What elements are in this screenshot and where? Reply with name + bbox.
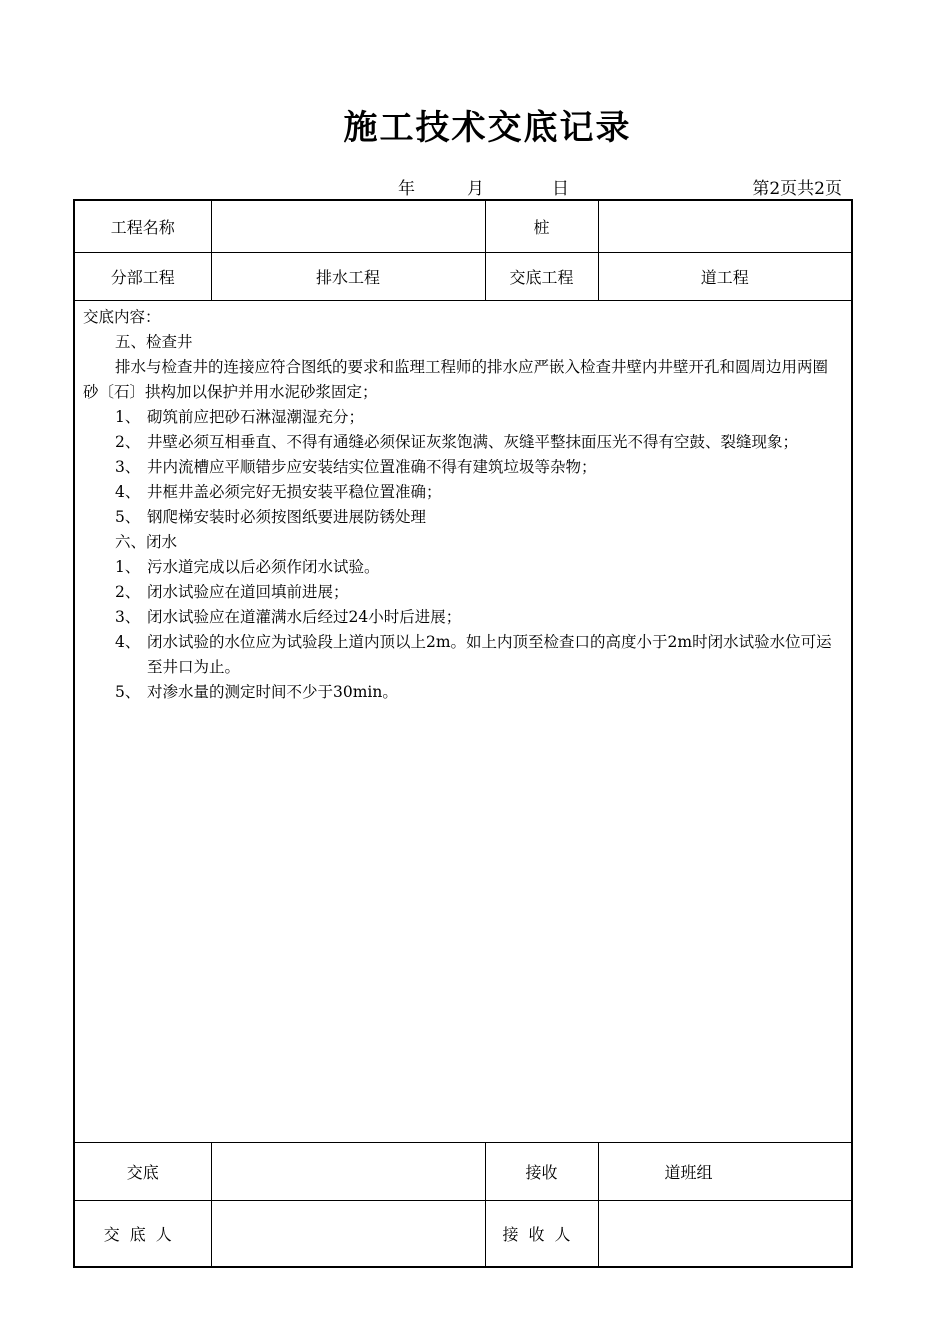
date-day-label: 日 — [552, 179, 569, 199]
handover-content — [74, 300, 852, 1142]
list-item: 2、 井壁必须互相垂直、不得有通缝必须保证灰浆饱满、灰缝平整抹面压光不得有空鼓、裂缝现象； — [115, 432, 799, 451]
page-number: 第2页共2页 — [752, 179, 842, 199]
list-item: 4、 井框井盖必须完好无损安装平稳位置准确； — [115, 482, 442, 501]
record-table — [73, 199, 853, 1268]
list-item: 4、 闭水试验的水位应为试验段上道内顶以上2m。如上内顶至检查口的高度小于2m时闭水试验水位可运至井口为止。 — [115, 632, 832, 676]
list-item: 3、 闭水试验应在道灌满水后经过24小时后进展； — [115, 607, 462, 626]
date-year-label: 年 — [398, 179, 415, 199]
section-6-title: 六、闭水 — [115, 532, 178, 551]
handover-person-label: 交底人 — [74, 1200, 211, 1267]
division-label: 分部工程 — [74, 252, 211, 300]
project-name-label: 工程名称 — [74, 200, 211, 252]
handover-person-value — [211, 1200, 485, 1267]
handover-value — [211, 1142, 485, 1200]
document-title: 施工技术交底记录 — [343, 108, 632, 148]
receive-label: 接收 — [485, 1142, 598, 1200]
list-item: 5、 对渗水量的测定时间不少于30min。 — [115, 682, 398, 701]
list-item: 1、 污水道完成以后必须作闭水试验。 — [115, 557, 380, 576]
handover-project-label: 交底工程 — [485, 252, 598, 300]
receiver-label: 接收人 — [485, 1200, 598, 1267]
division-value: 排水工程 — [211, 252, 485, 300]
list-item: 2、 闭水试验应在道回填前进展； — [115, 582, 349, 601]
pile-label: 桩 — [485, 200, 598, 252]
handover-label: 交底 — [74, 1142, 211, 1200]
handover-project-value: 道工程 — [598, 252, 852, 300]
date-month-label: 月 — [467, 179, 484, 199]
content-heading: 交底内容： — [83, 307, 161, 326]
section-5-list — [83, 405, 843, 530]
project-name-value — [211, 200, 485, 252]
receiver-value — [598, 1200, 852, 1267]
section-6-list — [83, 555, 843, 705]
list-item: 3、 井内流槽应平顺错步应安装结实位置准确不得有建筑垃圾等杂物； — [115, 457, 597, 476]
pile-value — [598, 200, 852, 252]
list-item: 1、 砌筑前应把砂石淋湿潮湿充分； — [115, 407, 365, 426]
section-5-paragraph: 排水与检查井的连接应符合图纸的要求和监理工程师的排水应严嵌入检查井壁内井壁开孔和圆周边用两圈砂〔石〕拱构加以保护并用水泥砂浆固定； — [83, 357, 829, 401]
list-item: 5、 钢爬梯安装时必须按图纸要进展防锈处理 — [115, 507, 427, 526]
receive-value: 道班组 — [598, 1142, 852, 1200]
section-5-title: 五、检查井 — [115, 332, 193, 351]
